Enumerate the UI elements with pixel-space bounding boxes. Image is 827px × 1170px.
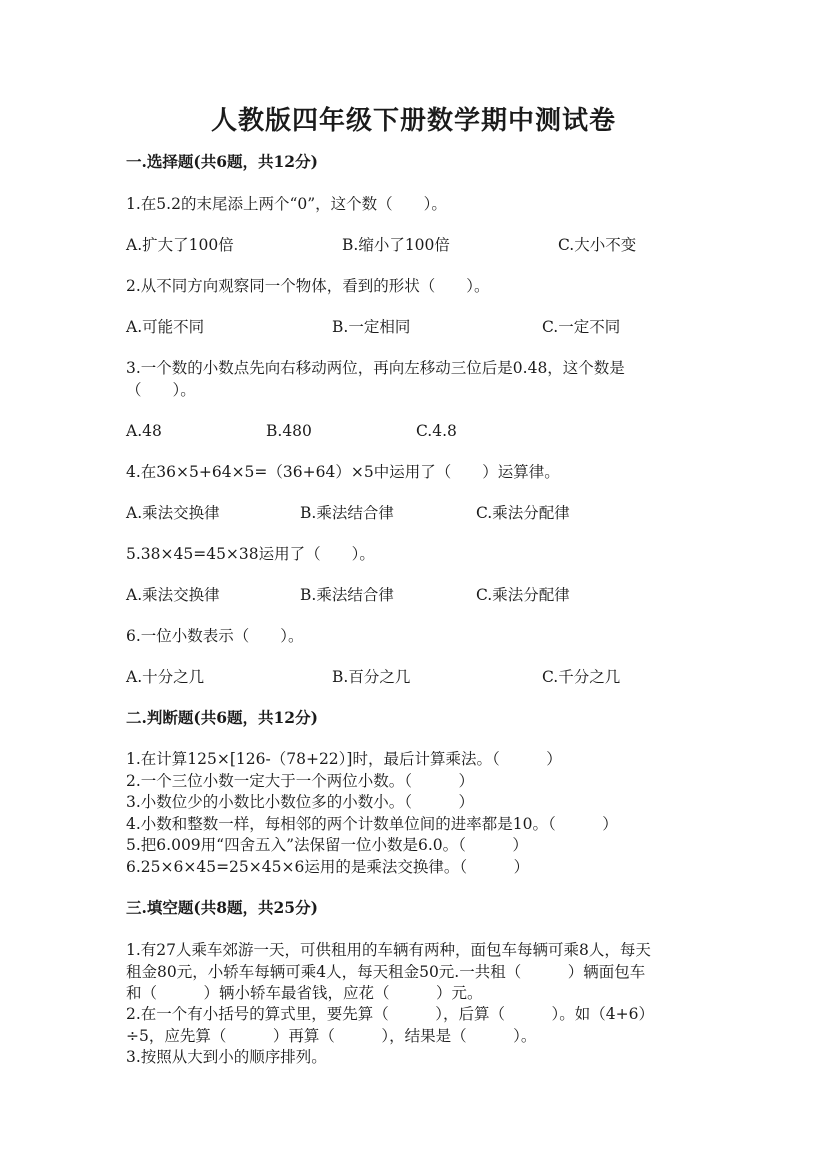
question-text: 5.38×45=45×38运用了（ ）。 xyxy=(126,545,375,563)
option-b: B.乘法结合律 xyxy=(300,586,394,604)
page-title: 人教版四年级下册数学期中测试卷 xyxy=(210,106,616,136)
option-a: A.乘法交换律 xyxy=(126,504,220,522)
judgement-item: 3.小数位少的小数比小数位多的小数小。（ ） xyxy=(126,793,475,811)
fill-blank-line: 2.在一个有小括号的算式里，要先算（ ），后算（ ）。如（4+6） xyxy=(126,1005,655,1023)
judgement-item: 5.把6.009用“四舍五入”法保留一位小数是6.0。（ ） xyxy=(126,836,528,854)
section-heading-choice: 一.选择题(共6题，共12分) xyxy=(126,152,318,171)
option-c: C.一定不同 xyxy=(542,318,621,336)
option-a: A.可能不同 xyxy=(126,318,205,336)
option-c: C.乘法分配律 xyxy=(476,586,570,604)
fill-blank-line: 租金80元，小轿车每辆可乘4人，每天租金50元.一共租（ ）辆面包车 xyxy=(126,963,646,981)
section-heading-fill-blank: 三.填空题(共8题，共25分) xyxy=(126,898,318,917)
question-text-continued: （ ）。 xyxy=(126,381,196,399)
option-b: B.缩小了100倍 xyxy=(342,236,450,254)
option-a: A.扩大了100倍 xyxy=(126,236,234,254)
question-text: 4.在36×5+64×5=（36+64）×5中运用了（ ）运算律。 xyxy=(126,463,560,481)
fill-blank-line: 和（ ）辆小轿车最省钱，应花（ ）元。 xyxy=(126,984,483,1002)
section-heading-judgement: 二.判断题(共6题，共12分) xyxy=(126,708,318,727)
option-c: C.4.8 xyxy=(416,422,457,440)
fill-blank-line: ÷5，应先算（ ）再算（ ），结果是（ ）。 xyxy=(126,1027,537,1045)
judgement-item: 6.25×6×45=25×45×6运用的是乘法交换律。（ ） xyxy=(126,858,530,876)
option-b: B.480 xyxy=(266,422,312,440)
question-text: 1.在5.2的末尾添上两个“0”，这个数（ ）。 xyxy=(126,195,447,213)
judgement-item: 2.一个三位小数一定大于一个两位小数。（ ） xyxy=(126,772,475,790)
question-text: 2.从不同方向观察同一个物体，看到的形状（ ）。 xyxy=(126,277,490,295)
option-b: B.乘法结合律 xyxy=(300,504,394,522)
question-text: 3.一个数的小数点先向右移动两位，再向左移动三位后是0.48，这个数是 xyxy=(126,359,625,377)
option-b: B.一定相同 xyxy=(332,318,411,336)
option-c: C.乘法分配律 xyxy=(476,504,570,522)
question-text: 6.一位小数表示（ ）。 xyxy=(126,627,304,645)
judgement-item: 1.在计算125×[126-（78+22）]时，最后计算乘法。（ ） xyxy=(126,750,562,768)
option-a: A.十分之几 xyxy=(126,668,205,686)
judgement-item: 4.小数和整数一样，每相邻的两个计数单位间的进率都是10。（ ） xyxy=(126,815,618,833)
option-a: A.乘法交换律 xyxy=(126,586,220,604)
option-c: C.千分之几 xyxy=(542,668,621,686)
option-b: B.百分之几 xyxy=(332,668,411,686)
option-a: A.48 xyxy=(126,422,162,440)
fill-blank-line: 3.按照从大到小的顺序排列。 xyxy=(126,1048,327,1066)
option-c: C.大小不变 xyxy=(558,236,637,254)
fill-blank-line: 1.有27人乘车郊游一天，可供租用的车辆有两种，面包车每辆可乘8人，每天 xyxy=(126,941,651,959)
